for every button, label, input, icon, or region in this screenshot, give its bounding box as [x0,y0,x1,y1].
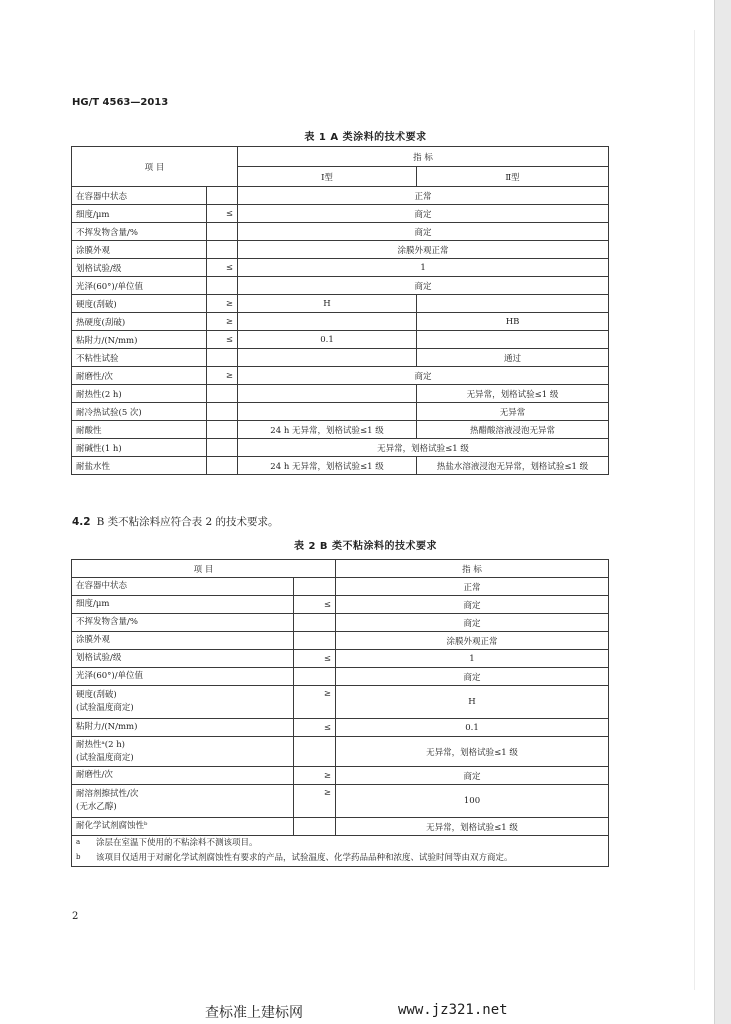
row-symbol [294,737,336,767]
page-number: 2 [72,911,79,922]
footnote-text: 涂层在室温下使用的不粘涂料不测该项目。 [96,838,258,848]
row-symbol: ≥ [207,367,238,385]
row-symbol [294,632,336,650]
table-row [72,313,609,331]
row-symbol: ≤ [294,596,336,614]
row-name: 热硬度(刮破) [72,313,207,331]
row-symbol: ≤ [207,205,238,223]
row-name: 粘附力/(N/mm) [72,331,207,349]
row-name: 细度/μm [72,205,207,223]
row-name: 耐盐水性 [72,457,207,475]
row-name: 耐冷热试验(5 次) [72,403,207,421]
table-row [72,223,609,241]
table2-header-row [72,560,609,578]
row-value: 100 [336,785,609,818]
row-value-type1 [238,313,417,331]
table2-title: 表 2 B 类不粘涂料的技术要求 [293,541,438,552]
row-name-line1: 细度/μm [76,599,110,609]
table-row [72,686,609,719]
row-name-line1: 粘附力/(N/mm) [76,722,138,732]
table1-header-type2: Ⅱ型 [417,167,609,187]
table-row [72,421,609,439]
row-name [72,632,294,650]
row-name: 不挥发物含量/% [72,223,207,241]
table2-footnotes [72,836,609,867]
row-name-line1: 涂膜外观 [76,635,111,645]
row-value-type1 [238,403,417,421]
table-row [72,767,609,785]
scan-fold-line [694,30,695,990]
table-row [72,719,609,737]
row-value: 0.1 [336,719,609,737]
footer-site-name: 查标准上建标网 [205,1005,303,1021]
table-row [72,331,609,349]
table-row [72,349,609,367]
row-value-type2: 无异常 [417,403,609,421]
row-value: 正常 [336,578,609,596]
row-value: 涂膜外观正常 [336,632,609,650]
row-value-type2: 热盐水溶液浸泡无异常，划格试验≤1 级 [417,457,609,475]
table-row [72,367,609,385]
row-value-type1: 24 h 无异常，划格试验≤1 级 [238,421,417,439]
table-row [72,439,609,457]
table1-title: 表 1 A 类涂料的技术要求 [304,132,427,143]
table-row [72,205,609,223]
row-name: 耐热性(2 h) [72,385,207,403]
row-symbol [207,421,238,439]
row-name [72,596,294,614]
table-row [72,385,609,403]
row-value-type2: 通过 [417,349,609,367]
row-symbol: ≥ [294,767,336,785]
row-value: 商定 [238,223,609,241]
row-name-line2: (无水乙醇) [76,802,117,812]
table-row [72,668,609,686]
table1-header-row [72,147,609,167]
row-symbol [207,223,238,241]
row-value: 商定 [238,205,609,223]
row-symbol: ≥ [207,313,238,331]
row-value-type2: 热醋酸溶液浸泡无异常 [417,421,609,439]
row-value-type1 [238,349,417,367]
row-name: 耐碱性(1 h) [72,439,207,457]
row-symbol [207,403,238,421]
table-row [72,632,609,650]
row-name: 硬度(刮破) [72,295,207,313]
row-value-type2 [417,331,609,349]
section-4-2 [72,514,279,529]
row-symbol [207,277,238,295]
scan-edge [714,0,731,1024]
row-symbol [207,439,238,457]
footnote-a [76,836,604,851]
footnote-b [76,851,604,866]
table2-header-spec: 指 标 [336,560,609,578]
row-symbol: ≤ [294,719,336,737]
table-row [72,241,609,259]
row-value: 涂膜外观正常 [238,241,609,259]
table-row [72,457,609,475]
table-row [72,295,609,313]
row-name [72,686,294,719]
section-text: B 类不粘涂料应符合表 2 的技术要求。 [96,516,279,528]
row-name: 划格试验/级 [72,259,207,277]
row-symbol: ≤ [207,259,238,277]
table-row [72,187,609,205]
row-name: 在容器中状态 [72,187,207,205]
row-name [72,719,294,737]
row-name-line1: 耐热性ᵃ(2 h) [76,739,125,750]
row-name [72,737,294,767]
row-name-line1: 耐磨性/次 [76,770,113,780]
table-row [72,596,609,614]
section-number: 4.2 [72,516,91,528]
table2 [71,559,609,867]
row-name [72,614,294,632]
row-name-line1: 硬度(刮破) [76,690,117,700]
row-name [72,767,294,785]
row-value-type2 [417,295,609,313]
table-row [72,403,609,421]
table-row [72,818,609,836]
row-value: 商定 [336,614,609,632]
row-name [72,668,294,686]
table-row [72,785,609,818]
row-value: 商定 [336,767,609,785]
row-symbol [294,578,336,596]
row-name [72,578,294,596]
row-symbol [294,818,336,836]
footnote-mark: a [76,838,81,846]
row-name-line1: 耐溶剂擦拭性/次 [76,789,139,799]
footer-site-url: www.jz321.net [398,1002,508,1018]
table-row [72,578,609,596]
row-value: 商定 [238,277,609,295]
table1-header-type1: Ⅰ型 [238,167,417,187]
row-name-line1: 光泽(60°)/单位值 [76,671,144,681]
table-row [72,737,609,767]
row-value: 商定 [336,596,609,614]
row-symbol [294,614,336,632]
footnote-mark: b [76,853,81,861]
row-value: 1 [336,650,609,668]
row-value: 商定 [336,668,609,686]
row-value: 1 [238,259,609,277]
row-symbol: ≥ [294,686,336,719]
row-name-line1: 不挥发物含量/% [76,617,138,627]
row-name: 涂膜外观 [72,241,207,259]
row-name: 光泽(60°)/单位值 [72,277,207,295]
row-value-type1 [238,385,417,403]
row-symbol [294,668,336,686]
table2-header-item: 项 目 [72,560,336,578]
row-value: 无异常，划格试验≤1 级 [238,439,609,457]
row-symbol: ≤ [207,331,238,349]
table-row [72,277,609,295]
document-code: HG/T 4563—2013 [72,97,169,108]
row-symbol [207,241,238,259]
row-name [72,650,294,668]
row-symbol: ≥ [294,785,336,818]
footnote-text: 该项目仅适用于对耐化学试剂腐蚀性有要求的产品，试验温度、化学药品品种和浓度、试验时间等由双方商定。 [96,853,513,863]
row-name: 耐酸性 [72,421,207,439]
row-name: 不粘性试验 [72,349,207,367]
row-name-line1: 在容器中状态 [76,581,128,591]
row-symbol [207,187,238,205]
row-name-line1: 耐化学试剂腐蚀性ᵇ [76,821,148,831]
table-row [72,259,609,277]
row-value-type1: 24 h 无异常，划格试验≤1 级 [238,457,417,475]
row-name: 耐磨性/次 [72,367,207,385]
row-value: 商定 [238,367,609,385]
row-value-type1: H [238,295,417,313]
table1 [71,146,609,475]
row-name-line1: 划格试验/级 [76,653,122,663]
row-value: 无异常，划格试验≤1 级 [336,818,609,836]
row-name-line2: (试验温度商定) [76,752,134,763]
row-value-type2: HB [417,313,609,331]
row-symbol: ≥ [207,295,238,313]
row-value: 正常 [238,187,609,205]
row-name [72,818,294,836]
table-row [72,650,609,668]
row-value-type2: 无异常，划格试验≤1 级 [417,385,609,403]
table-row [72,614,609,632]
row-symbol [207,385,238,403]
row-value-type1: 0.1 [238,331,417,349]
table1-header-item: 项 目 [72,147,238,187]
row-name [72,785,294,818]
row-symbol [207,457,238,475]
row-value: H [336,686,609,719]
row-symbol [207,349,238,367]
row-symbol: ≤ [294,650,336,668]
row-value: 无异常，划格试验≤1 级 [336,737,609,767]
row-name-line2: (试验温度商定) [76,703,134,713]
table1-header-spec: 指 标 [238,147,609,167]
